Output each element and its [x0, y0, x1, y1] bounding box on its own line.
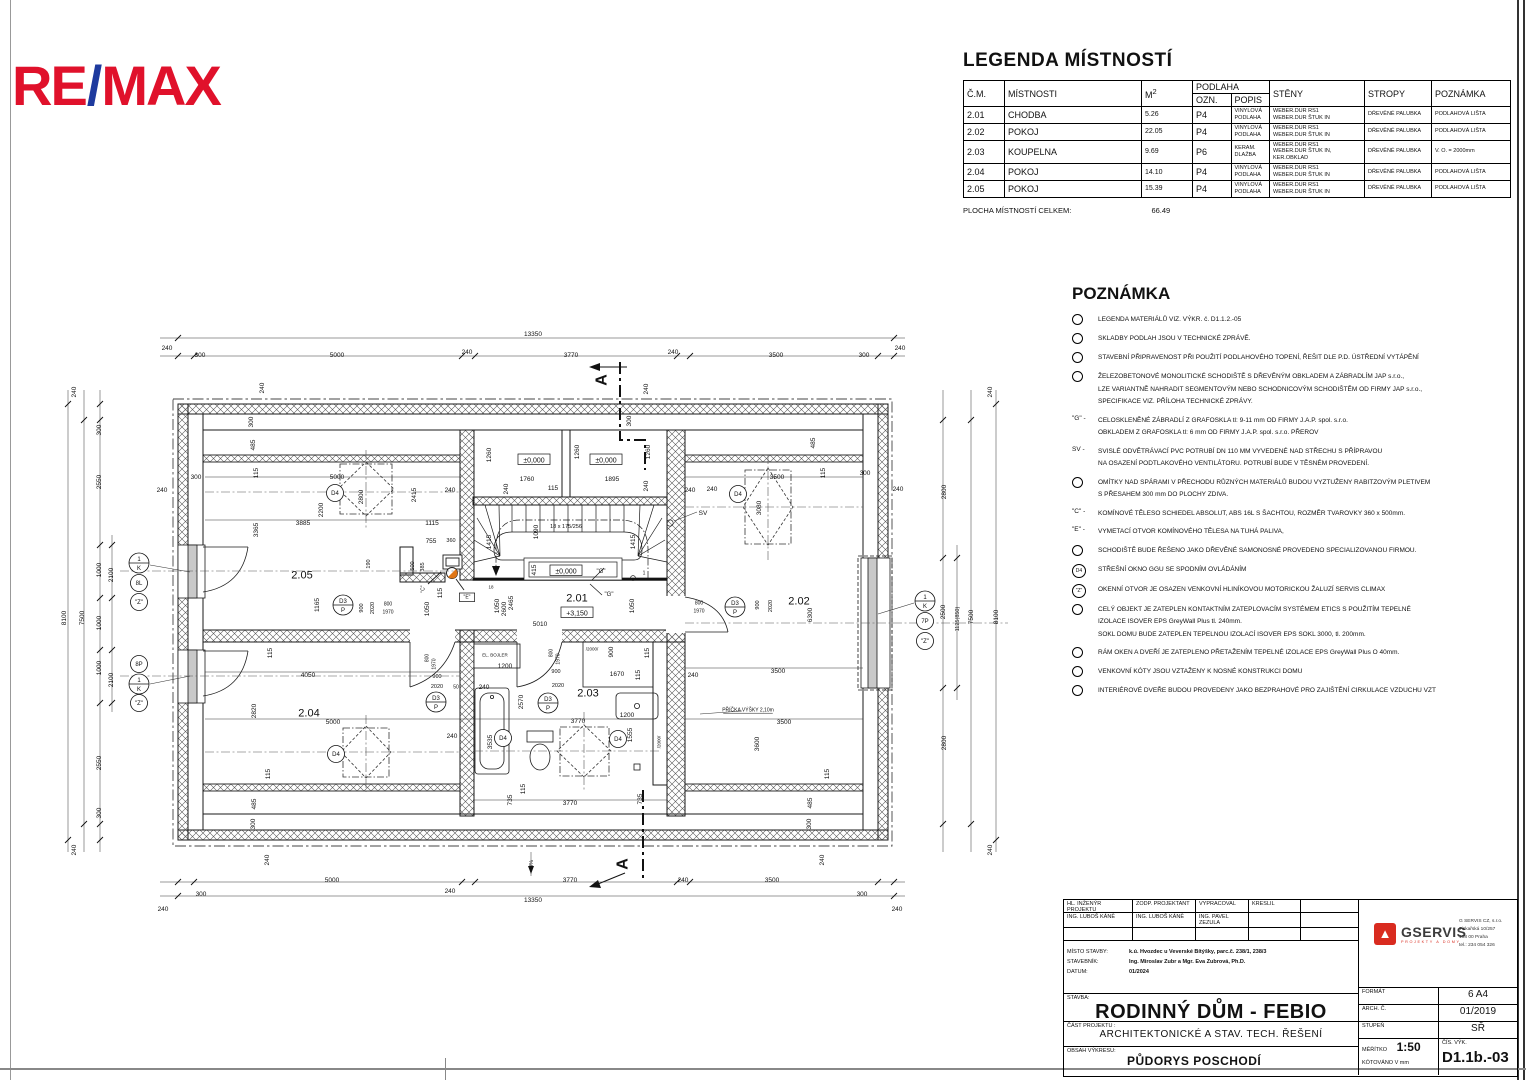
- plan-marker: [610, 731, 627, 748]
- plan-text: 115: [820, 467, 828, 479]
- svg-text:P: P: [340, 608, 346, 614]
- plan-text: "C": [420, 585, 427, 593]
- plan-text: 13350: [523, 331, 543, 339]
- svg-text:D4: D4: [332, 752, 340, 759]
- plan-text: 2500: [940, 604, 948, 620]
- svg-text:1: 1: [137, 557, 141, 563]
- plan-text: 240: [677, 877, 689, 885]
- note-text: STAVEBNÍ PŘIPRAVENOST PŘI POUŽITÍ PODLAHOVÉHO TOPENÍ, ŘEŠIT DLE P.D. ÚSTŘEDNÍ VYTÁPĚNÍ: [1098, 354, 1419, 361]
- plan-text: 115: [824, 768, 832, 780]
- tb-label-kreslil: KRESLIL: [1249, 900, 1301, 913]
- tb-label-zodp: ZODP. PROJEKTANT: [1133, 900, 1196, 913]
- roof-windows: [338, 462, 793, 778]
- tb-stupen-value: SŘ: [1439, 1022, 1517, 1039]
- plan-text: 300: [856, 891, 868, 899]
- tb-cast-label: ČÁST PROJEKTU :: [1067, 1023, 1116, 1029]
- svg-text:1: 1: [137, 678, 141, 684]
- plan-text: "G": [596, 569, 606, 576]
- tb-label-vypracoval: VYPRACOVAL: [1196, 900, 1249, 913]
- svg-text:D3: D3: [544, 697, 552, 703]
- svg-text:D4: D4: [734, 492, 742, 499]
- svg-text:D4: D4: [614, 737, 622, 744]
- plan-text: 7500: [79, 610, 87, 626]
- staircase: [473, 505, 667, 595]
- plan-text: 1895: [604, 476, 620, 484]
- plan-text: 18 x 175/256: [550, 523, 582, 530]
- plan-text: 1760: [519, 476, 535, 484]
- note-text: OKENNÍ OTVOR JE OSAZEN VENKOVNÍ HLINÍKOVOU MOTORICKOU ŽALUZÍ SERVIS CLIMAX: [1098, 585, 1386, 593]
- tb-stavba-label: STAVBA:: [1067, 995, 1090, 1001]
- plan-text: 300: [194, 352, 206, 360]
- svg-text:1: 1: [923, 595, 927, 601]
- plan-text: 18: [488, 584, 494, 590]
- plan-text: 1415: [630, 534, 638, 550]
- plan-text: 240: [987, 386, 995, 398]
- svg-text:K: K: [136, 566, 142, 572]
- plan-text: 485: [250, 439, 258, 451]
- plan-text: 2.04: [298, 707, 320, 720]
- plan-marker: [333, 595, 353, 615]
- plan-text: 3770: [562, 877, 578, 885]
- plan-text: 1000: [96, 615, 104, 631]
- note-text: VYMETACÍ OTVOR KOMÍNOVÉHO TĚLESA NA TUHÁ PALIVA,: [1098, 528, 1284, 535]
- plan-text: 5000: [329, 474, 345, 482]
- plan-text: 2465: [508, 595, 516, 611]
- svg-text:8L: 8L: [135, 581, 143, 588]
- plan-text: 1260: [486, 447, 494, 463]
- plan-text: A: [593, 374, 611, 386]
- plan-text: 115: [644, 647, 652, 659]
- plan-text: 3770: [563, 352, 579, 360]
- svg-text:K: K: [922, 604, 928, 610]
- note-text: LEGENDA MATERIÁLŮ VIZ. VÝKR. č. D1.1.2.-05: [1098, 316, 1242, 323]
- toilet-bowl: [530, 744, 550, 770]
- legend-row: 2.03 KOUPELNA 9.69 P6 KERAM. DLAŽBA WEBER.DUR RS1 WEBER.DUR ŠTUK IN, KER.OBKLAD DŘEVĚNÉ PALUBKA V. O. = 2000mm: [964, 140, 1511, 164]
- plan-text: 1970: [555, 653, 562, 665]
- plan-text: 2.05: [291, 569, 313, 582]
- plan-text: 240: [687, 672, 699, 680]
- plan-text: 115: [265, 768, 273, 780]
- note-z-icon: "Z": [1072, 584, 1086, 598]
- remax-logo-max: MAX: [101, 54, 220, 117]
- plan-text: 115: [520, 783, 528, 795]
- plan-text: 485: [807, 797, 815, 809]
- plan-text: 1: [642, 570, 646, 577]
- tb-arch-label: ARCH. Č.: [1359, 1005, 1439, 1022]
- svg-text:P: P: [545, 706, 551, 712]
- plan-text: 190: [365, 559, 372, 569]
- svg-text:8P: 8P: [135, 662, 143, 669]
- plan-text: 240: [157, 906, 169, 914]
- svg-text:"Z": "Z": [135, 701, 143, 708]
- plan-text: 735: [637, 793, 645, 805]
- plan-marker: [131, 575, 148, 592]
- plan-text: 1090: [533, 524, 541, 540]
- plan-text: ±0,000: [523, 457, 545, 465]
- note-text: INTERIÉROVÉ DVEŘE BUDOU PROVEDENY JAKO BEZPRAHOVÉ PRO ZAJIŠTĚNÍ CIRKULACE VZDUCHU VZT: [1098, 687, 1436, 694]
- plan-text: /2000/: [656, 735, 662, 749]
- note-text: SKLADBY PODLAH JSOU V TECHNICKÉ ZPRÁVĚ.: [1098, 335, 1251, 342]
- plan-text: 7500: [968, 609, 976, 625]
- plan-marker: [917, 613, 934, 630]
- plan-text: 2550: [96, 474, 104, 490]
- plan-text: 240: [819, 854, 827, 866]
- plan-text: 2600: [501, 601, 509, 617]
- plan-text: 2550: [96, 755, 104, 771]
- toilet-tank: [527, 731, 553, 742]
- tb-stavebnik-label: STAVEBNÍK:: [1067, 959, 1099, 965]
- plan-text: 300: [96, 424, 104, 436]
- svg-text:"Z": "Z": [921, 639, 929, 646]
- svg-text:D3: D3: [731, 601, 739, 607]
- plan-text: 1970: [431, 658, 438, 670]
- tb-stavba-value: RODINNÝ DŮM - FEBIO: [1095, 1001, 1327, 1022]
- plan-text: 2020: [430, 683, 444, 690]
- plan-text: 3500: [768, 352, 784, 360]
- plan-marker: [730, 486, 747, 503]
- plan-text: 2020: [551, 682, 565, 689]
- plan-text: 3365: [253, 522, 261, 538]
- note-d4-icon: D4: [1072, 564, 1086, 578]
- note-prefix: "E" -: [1072, 526, 1085, 533]
- plan-text: 240: [503, 483, 511, 495]
- plan-text: 240: [478, 684, 490, 692]
- plan-text: 8100: [61, 610, 69, 626]
- plan-text: "E": [463, 594, 471, 601]
- plan-text: 3080: [756, 500, 764, 516]
- plan-text: 3500: [764, 877, 780, 885]
- plan-text: 3535: [487, 734, 495, 750]
- plan-text: 115: [635, 669, 643, 681]
- room-legend-total-label: PLOCHA MÍSTNOSTÍ CELKEM:: [963, 205, 1072, 215]
- notes-title: POZNÁMKA: [1072, 284, 1171, 303]
- plan-text: A: [614, 858, 632, 870]
- plan-text: 3500: [776, 719, 792, 727]
- svg-text:"Z": "Z": [135, 600, 143, 607]
- plan-text: 1415: [486, 534, 494, 550]
- plan-text: 300: [806, 818, 814, 830]
- plan-marker: [426, 692, 446, 712]
- plan-text: 1050: [494, 598, 502, 614]
- plan-text: 415: [531, 564, 539, 576]
- plan-text: 8%: [528, 860, 535, 868]
- note-prefix: "G" -: [1072, 414, 1086, 422]
- plan-text: 2800: [941, 735, 949, 751]
- plan-text: +3,150: [566, 610, 588, 618]
- svg-text:D3: D3: [339, 599, 347, 605]
- section-line: [589, 362, 645, 888]
- plan-marker: [131, 695, 148, 712]
- plan-text: 900: [432, 673, 442, 680]
- plan-text: 2200: [318, 502, 326, 518]
- plan-text: 385: [419, 562, 426, 572]
- plan-text: 240: [259, 382, 267, 394]
- plan-text: 500: [409, 561, 416, 571]
- plan-text: 2570: [518, 694, 526, 710]
- plan-text: 1260: [574, 444, 582, 460]
- gservis-logo-name: GSERVIS: [1401, 924, 1467, 940]
- plan-text: 2415: [411, 487, 419, 503]
- plan-text: 4050: [300, 672, 316, 680]
- plan-text: 1050: [424, 601, 432, 617]
- plan-text: 1000: [96, 660, 104, 676]
- note-text: OMÍTKY NAD SPÁRAMI V PŘECHODU RŮZNÝCH MATERIÁLŮ BUDOU VYZTUŽENY RABITZOVÝM PLETIVEM S PŘESAHEM 300 mm DO PLOCHY ZDIVA.: [1098, 478, 1431, 498]
- plan-text: 240: [461, 349, 473, 357]
- plan-text: 3500: [770, 668, 786, 676]
- plan-text: 115: [267, 647, 275, 659]
- plan-text: 3770: [562, 800, 578, 808]
- note-text: STŘEŠNÍ OKNO GGU SE SPODNÍM OVLÁDÁNÍM: [1098, 565, 1247, 573]
- plan-marker: [725, 597, 745, 617]
- plan-text: SV: [698, 510, 708, 518]
- tb-meritko-value: 1:50: [1396, 1040, 1421, 1054]
- plan-text: 6300: [807, 607, 815, 623]
- plan-text: 240: [667, 349, 679, 357]
- plan-text: EL. BOJLER: [482, 652, 508, 658]
- plan-text: 240: [684, 487, 696, 495]
- svg-text:P: P: [732, 610, 738, 616]
- plan-text: 115: [547, 485, 559, 493]
- tb-stavebnik-value: Ing. Miroslav Zubr a Mgr. Eva Zubrová, Ph.D.: [1129, 959, 1246, 965]
- plan-marker: [129, 553, 149, 573]
- svg-text:P: P: [433, 705, 439, 711]
- plan-text: 240: [444, 888, 456, 896]
- tb-format-value: 6 A4: [1439, 988, 1517, 1005]
- gservis-address: G SERVIS CZ, s.r.o. Tiskařská 10/257 108 00 Praha tel.: 234 054 326: [1459, 919, 1503, 949]
- tb-arch-value: 01/2019: [1439, 1005, 1517, 1022]
- tb-cis-label: ČÍS. VÝK.: [1442, 1040, 1467, 1046]
- plan-text: 1125(850): [954, 606, 961, 632]
- plan-text: 5000: [325, 719, 341, 727]
- plan-text: 1000: [96, 562, 104, 578]
- gservis-logo-icon: ▲: [1374, 923, 1396, 945]
- plan-text: 800: [383, 601, 393, 608]
- tb-meritko-label: MĚŘÍTKO: [1362, 1047, 1388, 1053]
- gservis-logo-sub: PROJEKTY A DOMY: [1401, 940, 1461, 944]
- plan-text: 240: [706, 486, 718, 494]
- tb-cast-value: ARCHITEKTONICKÉ A STAV. TECH. ŘEŠENÍ: [1099, 1029, 1323, 1040]
- plan-marker: [131, 594, 148, 611]
- plan-text: 5000: [329, 352, 345, 360]
- plan-text: 300: [248, 416, 256, 428]
- plan-text: 1670: [609, 671, 625, 679]
- tb-kotovano: KÓTOVÁNO V mm: [1362, 1060, 1409, 1066]
- plan-text: 240: [264, 854, 272, 866]
- plan-text: 1555: [627, 727, 635, 743]
- plan-text: 240: [446, 733, 458, 741]
- plan-text: ±0,000: [595, 457, 617, 465]
- plan-text: 1260: [645, 444, 653, 460]
- plan-text: 240: [71, 844, 79, 856]
- plan-text: 115: [253, 467, 261, 479]
- svg-text:D3: D3: [432, 696, 440, 702]
- plan-text: 3770: [570, 718, 586, 726]
- plan-text: PŘÍČKA VÝŠKY 2,10m: [722, 707, 774, 714]
- tb-misto-label: MÍSTO STAVBY:: [1067, 949, 1108, 955]
- title-block-left: [1064, 900, 1358, 1075]
- plan-text: 800: [548, 648, 555, 658]
- legend-row: 2.05 POKOJ 15.39 P4 VINYLOVÁ PODLAHA WEBER.DUR RS1 WEBER.DUR ŠTUK IN DŘEVĚNÉ PALUBKA PODLAHOVÁ LIŠTA: [964, 180, 1511, 197]
- plan-text: /2000/: [585, 646, 599, 652]
- tb-value-zodp: ING. LUBOŠ KÁNĚ: [1133, 913, 1196, 928]
- note-text: SVISLÉ ODVĚTRÁVACÍ PVC POTRUBÍ DN 110 MM VYVEDENÉ NAD STŘECHU S PŘÍPRAVOU NA OSAZENÍ PODTLAKOVÉHO VENTILÁTORU. POTRUBÍ BUDE V TĚSNÉM PROVEDENÍ.: [1098, 447, 1383, 467]
- note-text: KOMÍNOVÉ TĚLESO SCHIEDEL ABSOLUT, ABS 16L S ŠACHTOU, ROZMĚR TVAROVKY 360 x 500mm.: [1098, 509, 1406, 517]
- legend-row: 2.01 CHODBA 5.26 P4 VINYLOVÁ PODLAHA WEBER.DUR RS1 WEBER.DUR ŠTUK IN DŘEVĚNÉ PALUBKA PODLAHOVÁ LIŠTA: [964, 107, 1511, 124]
- plan-text: 1165: [314, 598, 322, 612]
- plan-marker: [131, 656, 148, 673]
- plan-text: 900: [551, 668, 561, 675]
- plan-text: 485: [810, 437, 818, 449]
- plan-text: "G": [604, 592, 614, 599]
- plan-text: 300: [195, 891, 207, 899]
- room-legend-title: LEGENDA MÍSTNOSTÍ: [963, 50, 1173, 71]
- plan-text: 2020: [369, 601, 376, 615]
- plan-text: 240: [643, 383, 651, 395]
- plan-text: 240: [156, 487, 168, 495]
- plan-text: 360: [446, 537, 456, 544]
- room-legend-total-value: 66.49: [1151, 205, 1171, 215]
- svg-text:D4: D4: [331, 491, 339, 498]
- plan-text: 300: [190, 474, 202, 482]
- room-legend-table: Č.M. MÍSTNOSTI $M^2$ PODLAHA STĚNY STROPY POZNÁMKA OZN. POPIS 2.01 CHODBA 5.26 P4 VINYLOVÁ PODLAHA WEBER.DUR RS1 WEBER.DUR ŠTUK IN DŘEVĚNÉ PALUBKA PODLAHOVÁ LIŠTA 2.02 POKOJ 22.05 P4 VINYLOVÁ PODLAHA WEBER.DUR RS1 WEBER.DUR ŠTUK IN DŘEVĚNÉ PALUBKA PODLAHOVÁ LIŠTA 2.03 KOUPELNA 9.69 P6 KERAM. DLAŽBA WEBER.DUR RS1 WEBER.DUR ŠTUK IN, KER.OBKLAD DŘEVĚNÉ PALUBKA V. O. = 2000mm 2.04 POKOJ 14.10 P4 VINYLOVÁ PODLAHA WEBER.DUR RS1 WEBER.DUR ŠTUK IN DŘEVĚNÉ PALUBKA PODLAHOVÁ LIŠTA 2.05 POKOJ 15.39 P4 VINYLOVÁ PODLAHA WEBER.DUR RS1 WEBER.DUR ŠTUK IN DŘEVĚNÉ PALUBKA PODLAHOVÁ LIŠTA: [963, 80, 1511, 198]
- plan-text: 240: [891, 906, 903, 914]
- tb-format-label: FORMÁT: [1359, 988, 1439, 1005]
- plan-text: 50: [453, 684, 459, 691]
- tb-value-hl-inzenyr: ING. LUBOŠ KÁNĚ: [1064, 913, 1133, 928]
- plan-text: 240: [892, 486, 904, 494]
- plan-text: 800: [694, 600, 704, 607]
- remax-logo-slash: /: [86, 54, 101, 117]
- plan-text: 240: [444, 487, 456, 495]
- plan-text: 2020: [767, 599, 774, 613]
- tb-cis-value: D1.1b.-03: [1442, 1049, 1509, 1066]
- remax-logo-re: RE: [12, 54, 86, 117]
- plan-text: 2100: [108, 567, 116, 583]
- plan-text: 2.01: [566, 592, 588, 605]
- plan-text: ±0,000: [555, 568, 577, 576]
- tb-stupen-label: STUPEŇ: [1359, 1022, 1439, 1039]
- plan-text: 1970: [382, 609, 394, 616]
- plan-text: 13350: [523, 897, 543, 905]
- plan-text: 3600: [754, 736, 762, 752]
- note-text: ŽELEZOBETONOVÉ MONOLITICKÉ SCHODIŠTĚ S DŘEVĚNÝM OBKLADEM A ZÁBRADLÍM JAP s.r.o., LZE VARIANTNĚ NAHRADIT SEGMENTOVÝM NEBO SCHODNICOVÝM SCHODIŠTĚM OD FIRMY JAP s.r.o., SPECIFIKACE VIZ. PŘÍLOHA TECHNICKÉ ZPRÁVY.: [1098, 373, 1423, 405]
- plan-text: 1970: [693, 608, 705, 615]
- plan-text: 5000: [324, 877, 340, 885]
- plan-text: 300: [858, 352, 870, 360]
- tb-label-hl-inzenyr: HL. INŽENÝR PROJEKTU: [1064, 900, 1133, 913]
- plan-marker: [129, 674, 149, 694]
- svg-text:D4: D4: [499, 736, 507, 743]
- note-prefix: "C" -: [1072, 507, 1086, 515]
- plan-text: 300: [250, 818, 258, 830]
- tb-misto-value: k.ú. Hvozdec u Veverské Bítýšky, parc.č. 238/1, 238/3: [1129, 949, 1267, 955]
- plan-text: 3500: [769, 474, 785, 482]
- plan-text: 240: [987, 844, 995, 856]
- plan-text: 240: [643, 480, 651, 492]
- title-block: [1063, 899, 1518, 1077]
- tb-datum-value: 01/2024: [1129, 969, 1149, 975]
- floor-drain: [634, 764, 640, 770]
- plan-text: 900: [754, 600, 761, 610]
- plan-text: 5010: [532, 621, 548, 629]
- plan-text: 300: [626, 415, 634, 427]
- plan-text: 2800: [358, 489, 366, 505]
- note-text: CELÝ OBJEKT JE ZATEPLEN KONTAKTNÍM ZATEPLOVACÍM SYSTÉMEM ETICS S POUŽITÍM TEPELNÉ IZOLACE ISOVER EPS GreyWall Plus tl. 240mm. SOKL DOMU BUDE ZATEPLEN TEPELNOU IZOLACÍ ISOVER EPS SOKL 3000, tl. 200mm.: [1098, 605, 1411, 638]
- plan-text: 1200: [497, 663, 513, 671]
- plan-text: 800: [424, 653, 431, 663]
- plan-text: 300: [96, 807, 104, 819]
- plan-marker: [327, 485, 344, 502]
- plan-text: 2.03: [577, 687, 599, 700]
- plan-text: 240: [71, 386, 79, 398]
- tb-obsah-label: OBSAH VÝKRESU:: [1067, 1048, 1116, 1054]
- note-prefix: SV -: [1072, 445, 1085, 453]
- title-block-right: [1358, 900, 1517, 1075]
- plan-text: 2.02: [788, 595, 810, 608]
- plan-text: 900: [358, 603, 365, 613]
- note-text: CELOSKLENĚNÉ ZÁBRADLÍ Z GRAFOSKLA tl: 9-11 mm OD FIRMY J.A.P. spol. s.r.o. OBKLADEM Z GRAFOSKLA tl: 6 mm OD FIRMY J.A.P. spol. s.r.o. PŘEROV: [1098, 416, 1348, 436]
- plan-text: 485: [251, 798, 259, 810]
- plan-text: 3885: [295, 520, 311, 528]
- legend-row: 2.04 POKOJ 14.10 P4 VINYLOVÁ PODLAHA WEBER.DUR RS1 WEBER.DUR ŠTUK IN DŘEVĚNÉ PALUBKA PODLAHOVÁ LIŠTA: [964, 164, 1511, 181]
- svg-text:7P: 7P: [921, 619, 929, 626]
- plan-marker: [538, 693, 558, 713]
- fixtures: [474, 642, 658, 774]
- plan-text: 900: [608, 646, 616, 658]
- tb-obsah-value: PŮDORYS POSCHODÍ: [1127, 1054, 1262, 1068]
- plan-marker: [328, 746, 345, 763]
- plan-text: 2100: [108, 672, 116, 688]
- note-text: RÁM OKEN A DVEŘÍ JE ZATEPLENO PŘETAŽENÍM TEPELNÉ IZOLACE EPS GreyWall Plus O 40mm.: [1098, 649, 1400, 656]
- plan-text: 755: [425, 538, 437, 546]
- plan-marker: [495, 730, 512, 747]
- plan-marker: [917, 633, 934, 650]
- plan-text: 115: [437, 587, 445, 599]
- note-text: VENKOVNÍ KÓTY JSOU VZTAŽENY K NOSNÉ KONSTRUKCI DOMU: [1098, 668, 1303, 675]
- tb-datum-label: DATUM:: [1067, 969, 1088, 975]
- tb-value-kreslil: [1249, 913, 1301, 928]
- plan-text: 240: [161, 345, 173, 353]
- legend-row: 2.02 POKOJ 22.05 P4 VINYLOVÁ PODLAHA WEBER.DUR RS1 WEBER.DUR ŠTUK IN DŘEVĚNÉ PALUBKA PODLAHOVÁ LIŠTA: [964, 123, 1511, 140]
- tb-value-vypracoval: ING. PAVEL ZEZULA: [1196, 913, 1249, 928]
- plan-text: 2800: [941, 484, 949, 500]
- plan-text: 2820: [251, 703, 259, 719]
- note-text: SCHODIŠTĚ BUDE ŘEŠENO JAKO DŘEVĚNÉ SAMONOSNÉ PROVEDENO SPECIALIZOVANOU FIRMOU.: [1098, 546, 1417, 554]
- plan-text: 735: [507, 794, 515, 806]
- plan-text: 1200: [619, 712, 635, 720]
- plan-text: 240: [894, 345, 906, 353]
- plan-text: 8100: [993, 609, 1001, 625]
- plan-marker: [915, 591, 935, 611]
- plan-text: 300: [859, 470, 871, 478]
- plan-text: 1050: [629, 598, 637, 614]
- svg-text:K: K: [136, 687, 142, 693]
- plan-text: 1115: [425, 520, 439, 528]
